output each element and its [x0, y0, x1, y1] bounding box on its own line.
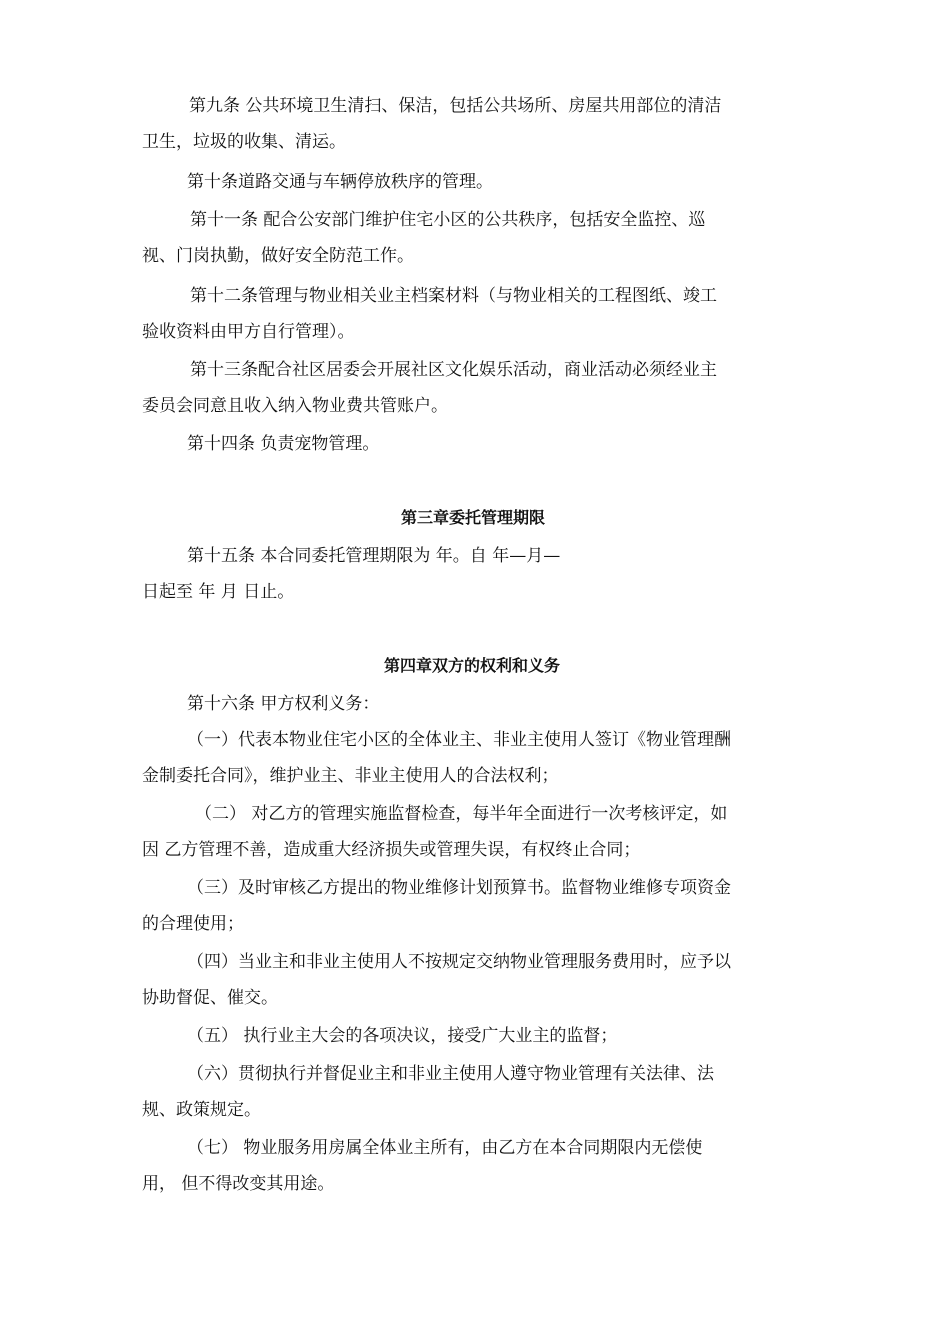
article-12-line-1: 第十二条管理与物业相关业主档案材料（与物业相关的工程图纸、竣工	[190, 286, 717, 306]
article-11-line-1: 第十一条 配合公安部门维护住宅小区的公共秩序，包括安全监控、巡	[190, 210, 706, 230]
clause-3-line-2: 的合理使用；	[142, 914, 244, 934]
article-9-line-1: 第九条 公共环境卫生清扫、保洁，包括公共场所、房屋共用部位的清洁	[189, 96, 722, 116]
clause-2-line-1: （二） 对乙方的管理实施监督检查，每半年全面进行一次考核评定，如	[195, 804, 728, 824]
chapter-3-heading: 第三章委托管理期限	[401, 508, 546, 527]
clause-2-line-2: 因 乙方管理不善，造成重大经济损失或管理失误，有权终止合同；	[142, 840, 641, 860]
clause-7-line-1: （七） 物业服务用房属全体业主所有，由乙方在本合同期限内无偿使	[187, 1138, 703, 1158]
article-15-line-1: 第十五条 本合同委托管理期限为 年。自 年—月—	[187, 546, 561, 566]
clause-1-line-2: 金制委托合同》，维护业主、非业主使用人的合法权利；	[142, 766, 559, 786]
article-10-line-1: 第十条道路交通与车辆停放秩序的管理。	[187, 172, 493, 192]
article-14-line-1: 第十四条 负责宠物管理。	[187, 434, 380, 454]
clause-3-line-1: （三）及时审核乙方提出的物业维修计划预算书。监督物业维修专项资金	[187, 878, 731, 898]
clause-7-line-2: 用， 但不得改变其用途。	[142, 1174, 335, 1194]
article-11-line-2: 视、门岗执勤，做好安全防范工作。	[142, 246, 414, 266]
article-9-line-2: 卫生，垃圾的收集、清运。	[142, 132, 346, 152]
article-16-line-1: 第十六条 甲方权利义务：	[187, 694, 380, 714]
clause-4-line-1: （四）当业主和非业主使用人不按规定交纳物业管理服务费用时，应予以	[187, 952, 731, 972]
article-13-line-1: 第十三条配合社区居委会开展社区文化娱乐活动，商业活动必须经业主	[190, 360, 717, 380]
clause-6-line-2: 规、政策规定。	[142, 1100, 261, 1120]
article-13-line-2: 委员会同意且收入纳入物业费共管账户。	[142, 396, 448, 416]
clause-5-line-1: （五） 执行业主大会的各项决议，接受广大业主的监督；	[187, 1026, 618, 1046]
chapter-4-heading: 第四章双方的权利和义务	[384, 656, 561, 675]
article-12-line-2: 验收资料由甲方自行管理）。	[142, 322, 355, 342]
clause-4-line-2: 协助督促、催交。	[142, 988, 278, 1008]
article-15-line-2: 日起至 年 月 日止。	[142, 582, 295, 602]
clause-6-line-1: （六）贯彻执行并督促业主和非业主使用人遵守物业管理有关法律、法	[187, 1064, 714, 1084]
clause-1-line-1: （一）代表本物业住宅小区的全体业主、非业主使用人签订《物业管理酬	[187, 730, 731, 750]
